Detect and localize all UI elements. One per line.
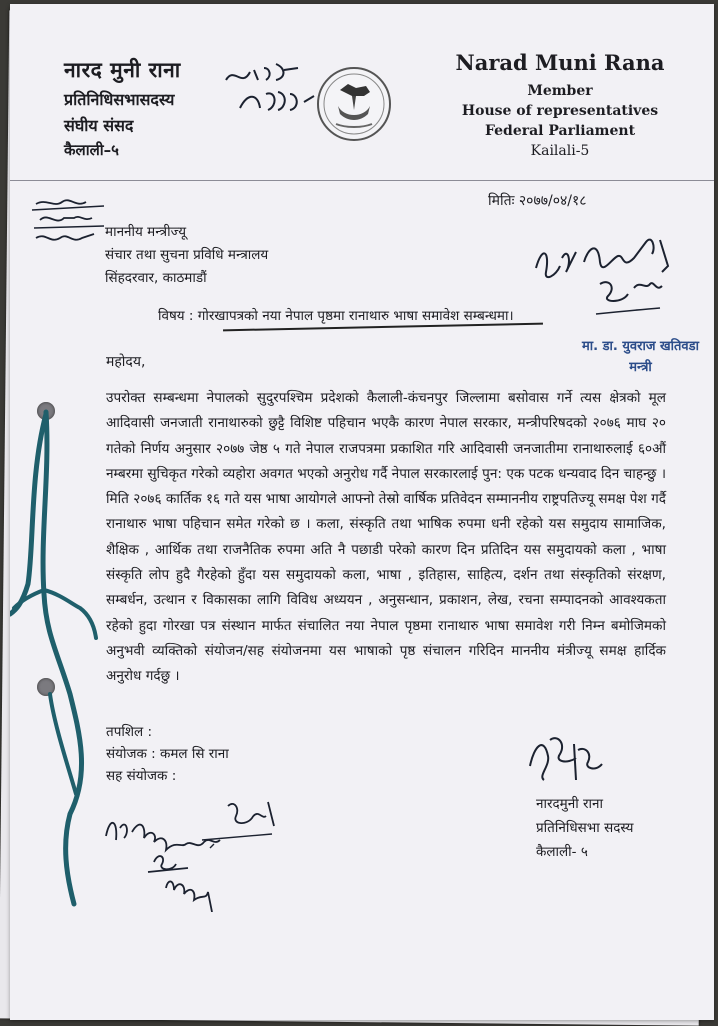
handwritten-bottom-note (98, 792, 308, 912)
convenor-line: संयोजक : कमल सि राना (106, 746, 229, 762)
letterhead-english (442, 50, 678, 163)
letterhead-nepali (64, 56, 181, 164)
subject-label: विषय : (158, 308, 194, 324)
minister-stamp (582, 336, 699, 378)
signature-block (536, 792, 633, 864)
letterhead-role-np: प्रतिनिधिसभासदस्य (64, 90, 175, 109)
schedule-block (106, 721, 229, 787)
date-value: २०७७/०४/१८ (518, 193, 587, 209)
minister-stamp-title: मन्त्री (629, 360, 652, 375)
signature-image (520, 726, 610, 796)
date-label: मितिः (488, 193, 515, 209)
signer-name: नारदमुनी राना (536, 796, 604, 812)
letter-date (488, 191, 587, 210)
recipient-line: संचार तथा सुचना प्रविधि मन्त्रालय (105, 247, 269, 263)
letter-subject (158, 306, 514, 324)
letter-body: उपरोक्त सम्बन्धमा नेपालको सुदुरपश्चिम प्रदेशको कैलाली-कंचनपुर जिल्लामा बसोवास गर्ने त्यस क्षेत्रको मूल आदिवासी जनजाती रानाथारुको छुट्टै विशिष्ट पहिचान भएकै कारण नेपाल सरकार, मन्त्रीपरिषदको २०७६ माघ २० गतेको निर्णय अनुसार २०७७ जेष्ठ ५ गते नेपाल राजपत्रमा प्रकाशित गरि आदिवासी जनजातीमा रानाथारुलाई ६०औं नम्बरमा सुचिकृत गरेको व्यहोरा अवगत भएको अनुरोध गर्दै नेपाल सरकारलाई पुन: एक पटक धन्यवाद दिन चाहन्छु । मिति २०७६ कार्तिक १६ गते यस भाषा आयोगले आफ्नो तेस्रो वार्षिक प्रतिवेदन सम्माननीय राष्ट्रपतिज्यू समक्ष पेश गर्दै रानाथारु भाषा पहिचान समेत गरेको छ । कला, संस्कृति तथा भाषिक रुपमा धनी रहेको यस समुदाय सामाजिक, शैक्षिक , आर्थिक तथा राजनैतिक रुपमा अति नै पछाडी परेको कारण दिन प्रतिदिन यस समुदायको कला , भाषा संस्कृति लोप हुदै गैरहेको हुँदा यस समुदायको कला, भाषा , इतिहास, साहित्य, दर्शन तथा संस्कृतिको संरक्षण, सम्बर्धन, उत्थान र विकासका लागि विविध अध्ययन , अनुसन्धान, प्रकाशन, लेख, रचना सम्पादनको आवश्यकता रहेको हुदा गोरखा पत्र संस्थान मार्फत संचालित नया नेपाल पृष्ठमा रानाथारु भाषा समावेश गरी निम्न बमोजिमको अनुभवी व्यक्तिको संयोजन/सह संयोजनमा यस भाषाको पृष्ठ संचालन गरिदिन माननीय मंत्रीज्यू समक्ष हार्दिक अनुरोध गर्दछु । (106, 390, 666, 685)
handwritten-reference (220, 58, 320, 122)
salutation: महोदय, (106, 354, 146, 370)
letterhead-parliament-en: Federal Parliament (484, 123, 636, 139)
letterhead-parliament-np: संघीय संसद (64, 116, 134, 135)
minister-stamp-name: मा. डा. युवराज खतिवडा (582, 339, 699, 354)
signer-district: कैलाली- ५ (536, 844, 588, 860)
letter-page (10, 4, 714, 1020)
recipient-address (105, 221, 268, 290)
letterhead-district-en: Kailali-5 (530, 143, 590, 159)
nepal-emblem-icon (316, 66, 392, 142)
schedule-label: तपशिल : (106, 724, 153, 740)
recipient-line: माननीय मन्त्रीज्यू (105, 224, 187, 240)
signer-role: प्रतिनिधिसभा सदस्य (536, 820, 634, 836)
recipient-line: सिंहदरवार, काठमाडौं (105, 270, 207, 286)
letterhead-name-np: नारद मुनी राना (64, 58, 181, 82)
letterhead-house-en: House of representatives (461, 103, 659, 119)
subject-text: गोरखापत्रको नया नेपाल पृष्ठमा रानाथारु भाषा समावेश सम्बन्धमा। (197, 308, 514, 324)
handwritten-minister-note (530, 228, 700, 320)
letterhead-divider (10, 180, 714, 181)
letterhead-role-en: Member (527, 83, 593, 99)
letterhead-district-np: कैलाली–५ (64, 141, 119, 159)
co-convenor-line: सह संयोजक : (106, 768, 177, 784)
binding-thread (10, 394, 120, 914)
letterhead-name-en: Narad Muni Rana (455, 50, 665, 75)
